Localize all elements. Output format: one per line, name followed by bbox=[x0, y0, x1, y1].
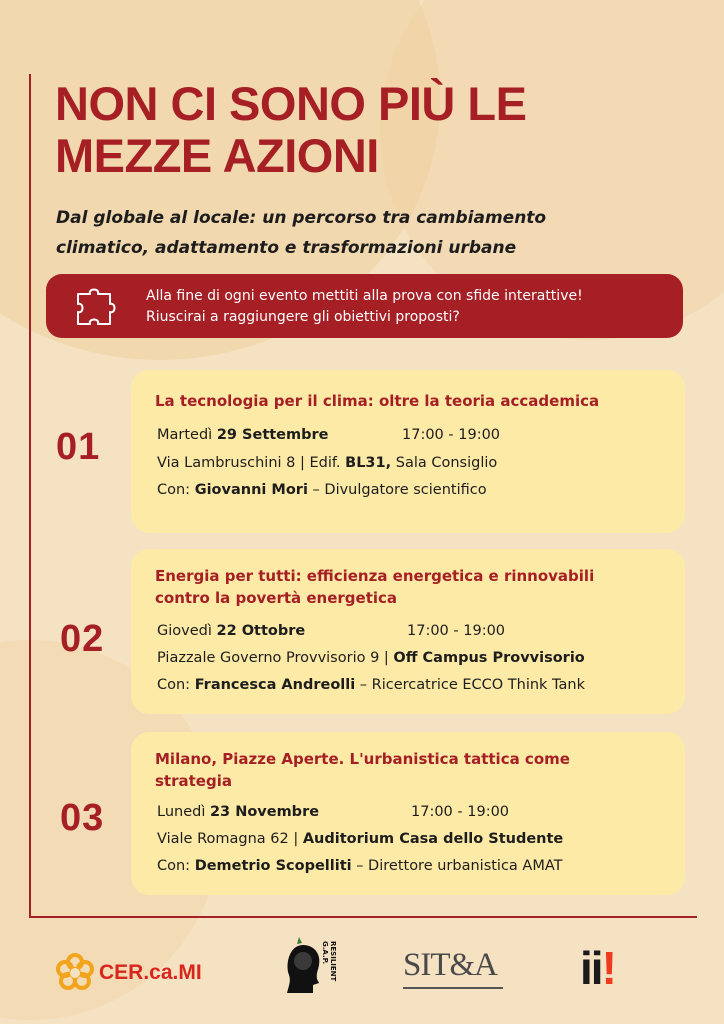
event-location bbox=[157, 650, 585, 666]
location-text: Viale Romagna 62 | bbox=[157, 831, 303, 847]
event-title-line: strategia bbox=[155, 772, 232, 790]
title-line-1: NON CI SONO PIÙ LE bbox=[55, 77, 527, 130]
speaker-prefix: Con: bbox=[157, 677, 195, 693]
ii-exclamation: ! bbox=[601, 942, 615, 994]
event-title-line: Energia per tutti: efficienza energetica e rinnovabili bbox=[155, 567, 595, 585]
location-bold: Off Campus Provvisorio bbox=[393, 650, 585, 666]
head-silhouette-icon bbox=[283, 935, 323, 997]
page-subtitle bbox=[56, 203, 676, 263]
speaker-name: Francesca Andreolli bbox=[194, 677, 356, 693]
speaker-role: – Ricercatrice ECCO Think Tank bbox=[355, 677, 585, 693]
event-title-line: contro la povertà energetica bbox=[155, 589, 398, 607]
event-speaker bbox=[157, 677, 585, 693]
event-day: Lunedì bbox=[157, 804, 210, 820]
subtitle-line-1: Dal globale al locale: un percorso tra cambiamento bbox=[56, 208, 547, 228]
speaker-role: – Direttore urbanistica AMAT bbox=[351, 858, 563, 874]
event-time: 17:00 - 19:00 bbox=[407, 623, 506, 639]
banner-text bbox=[146, 286, 583, 328]
banner-line-2: Riuscirai a raggiungere gli obiettivi proposti? bbox=[146, 309, 460, 325]
cercami-flower-icon bbox=[55, 953, 95, 993]
event-card bbox=[131, 370, 685, 533]
speaker-role: – Divulgatore scientifico bbox=[307, 482, 487, 498]
resilient-gap-logo bbox=[283, 935, 343, 999]
event-speaker bbox=[157, 858, 563, 874]
partner-logos bbox=[0, 935, 724, 1005]
event-title-line: Milano, Piazze Aperte. L'urbanistica tattica come bbox=[155, 750, 570, 768]
speaker-prefix: Con: bbox=[157, 482, 195, 498]
location-suffix: Sala Consiglio bbox=[391, 455, 498, 471]
ii-logo-text: ii! bbox=[580, 942, 615, 994]
speaker-name: Giovanni Mori bbox=[194, 482, 308, 498]
page-title bbox=[55, 78, 675, 182]
challenge-banner bbox=[46, 274, 683, 338]
event-title bbox=[155, 748, 570, 792]
title-line-2: MEZZE AZIONI bbox=[55, 129, 379, 182]
event-day: Martedì bbox=[157, 427, 217, 443]
banner-line-1: Alla fine di ogni evento mettiti alla prova con sfide interattive! bbox=[146, 288, 583, 304]
subtitle-line-2: climatico, adattamento e trasformazioni urbane bbox=[56, 238, 517, 258]
speaker-prefix: Con: bbox=[157, 858, 195, 874]
event-number: 01 bbox=[56, 426, 101, 468]
event-title-line: La tecnologia per il clima: oltre la teoria accademica bbox=[155, 392, 600, 410]
sita-logo bbox=[403, 947, 513, 991]
location-text: Via Lambruschini 8 | Edif. bbox=[157, 455, 346, 471]
event-date-value: 29 Settembre bbox=[216, 427, 329, 443]
frame-bottom-line bbox=[29, 916, 697, 918]
puzzle-icon bbox=[72, 284, 120, 328]
event-number: 03 bbox=[60, 797, 105, 839]
event-number: 02 bbox=[60, 618, 105, 660]
event-time: 17:00 - 19:00 bbox=[402, 427, 501, 443]
event-date bbox=[157, 623, 305, 639]
resilient-line-1: RESILIENT bbox=[329, 941, 337, 982]
event-title bbox=[155, 390, 599, 412]
event-date bbox=[157, 804, 319, 820]
location-bold: Auditorium Casa dello Studente bbox=[302, 831, 564, 847]
cercami-text: CER.ca.MI bbox=[99, 961, 202, 984]
event-card bbox=[131, 732, 685, 895]
location-bold: BL31, bbox=[345, 455, 392, 471]
event-time: 17:00 - 19:00 bbox=[411, 804, 510, 820]
event-day: Giovedì bbox=[157, 623, 217, 639]
resilient-text bbox=[323, 941, 337, 997]
event-date-value: 23 Novembre bbox=[209, 804, 320, 820]
event-speaker bbox=[157, 482, 487, 498]
event-location bbox=[157, 455, 497, 471]
location-text: Piazzale Governo Provvisorio 9 | bbox=[157, 650, 394, 666]
sita-underline bbox=[403, 987, 503, 989]
event-location bbox=[157, 831, 563, 847]
speaker-name: Demetrio Scopelliti bbox=[194, 858, 352, 874]
cercami-logo bbox=[55, 953, 225, 993]
sita-text: SIT&A bbox=[403, 947, 497, 983]
frame-left-line bbox=[29, 74, 31, 918]
event-title bbox=[155, 565, 594, 609]
event-card bbox=[131, 549, 685, 714]
event-date-value: 22 Ottobre bbox=[216, 623, 306, 639]
resilient-line-2: G.A.P. bbox=[321, 941, 329, 965]
ii-logo bbox=[580, 942, 630, 995]
event-date bbox=[157, 427, 329, 443]
